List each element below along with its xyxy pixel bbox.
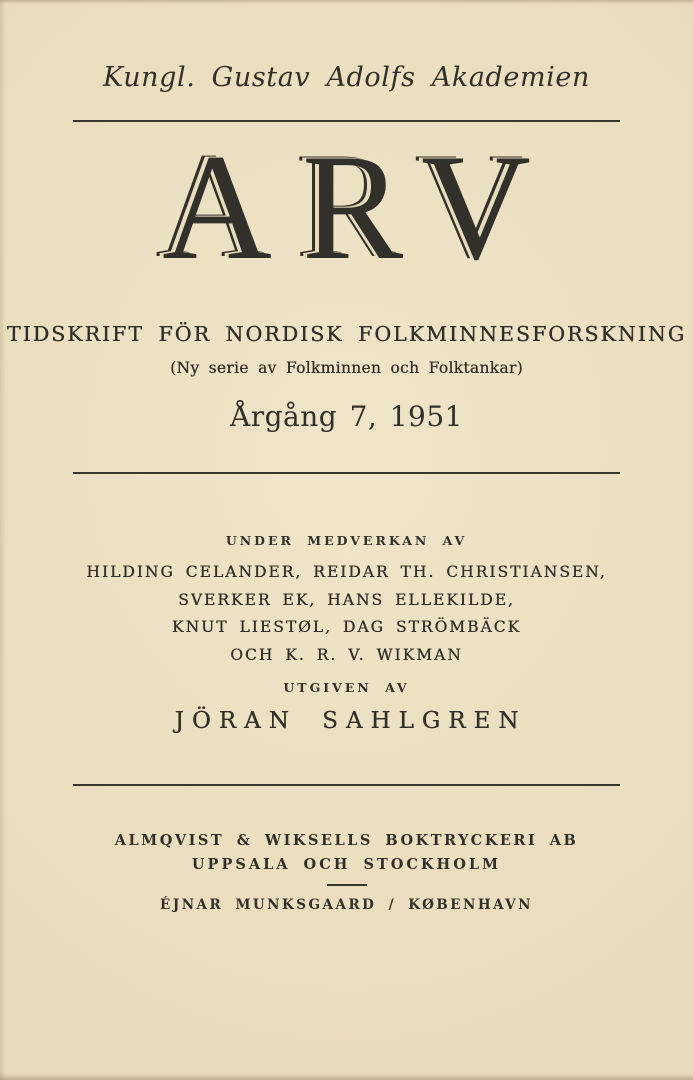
printer-line-2: UPPSALA OCH STOCKHOLM	[191, 856, 502, 873]
contributor-line-2: SVERKER EK, HANS ELLEKILDE,	[178, 590, 515, 609]
top-rule	[73, 120, 620, 122]
journal-title: ARV	[162, 123, 561, 291]
editor-heading: UTGIVEN AV	[283, 680, 410, 695]
contributor-list	[0, 559, 693, 669]
journal-subtitle: TIDSKRIFT FÖR NORDISK FOLKMINNESFORSKNING	[6, 322, 687, 346]
short-divider-rule	[327, 884, 367, 886]
contributor-line-1: HILDING CELANDER, REIDAR TH. CHRISTIANSEN,	[86, 563, 607, 581]
series-note: (Ny serie av Folkminnen och Folktankar)	[170, 359, 523, 377]
contributor-line-4: OCH K. R. V. WIKMAN	[230, 645, 463, 664]
collaboration-heading: UNDER MEDVERKAN AV	[225, 533, 468, 548]
editor-name: JÖRAN SAHLGREN	[174, 708, 527, 734]
contributor-line-3: KNUT LIESTØL, DAG STRÖMBÄCK	[171, 618, 522, 636]
volume-year: Årgång 7, 1951	[230, 400, 463, 433]
publisher-line: Kungl. Gustav Adolfs Akademien	[103, 62, 590, 93]
middle-rule	[73, 472, 620, 474]
bottom-rule	[73, 784, 620, 786]
distributor-line: ÉJNAR MUNKSGAARD / KØBENHAVN	[160, 897, 533, 913]
printer-line-1: ALMQVIST & WIKSELLS BOKTRYCKERI AB	[114, 832, 579, 849]
